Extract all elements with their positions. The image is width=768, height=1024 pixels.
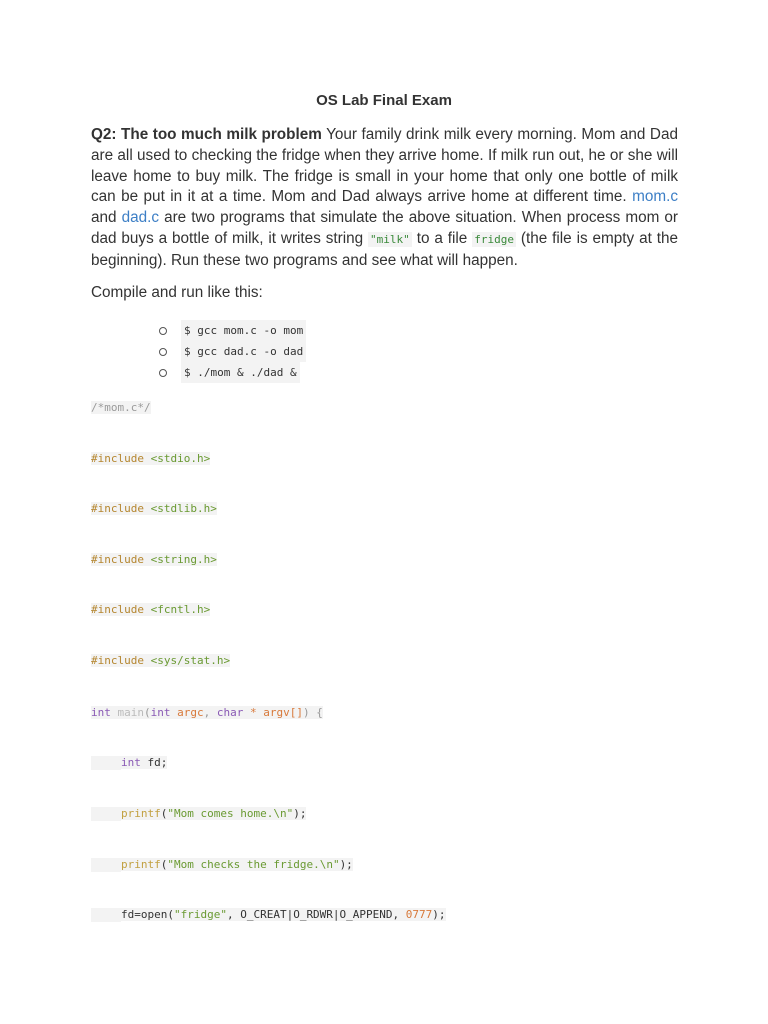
question-text-3: to a file [411, 229, 473, 247]
code-header: <fcntl.h> [143, 603, 211, 616]
link-mom-c[interactable]: mom.c [632, 188, 678, 206]
code-function-call: printf [121, 858, 161, 871]
code-decl-line [91, 756, 167, 770]
code-param: argv[] [263, 706, 303, 719]
page-title: OS Lab Final Exam [316, 92, 452, 109]
code-include-line [91, 603, 210, 617]
code-function-call: printf [121, 807, 161, 820]
command-list [158, 320, 306, 383]
code-main-signature [91, 706, 323, 720]
code-comment: /*mom.c*/ [91, 401, 151, 414]
code-plain: ); [339, 858, 353, 871]
code-plain: ); [432, 908, 446, 921]
code-printf-line [91, 807, 306, 821]
code-include-line [91, 502, 217, 516]
question-and: and [91, 209, 122, 227]
code-plain: fd=open( [121, 908, 174, 921]
code-header: <sys/stat.h> [143, 654, 231, 667]
code-header: <stdlib.h> [143, 502, 217, 515]
code-directive: #include [91, 603, 144, 616]
code-punct: { [309, 706, 323, 719]
inline-code-fridge: fridge [474, 232, 514, 246]
code-include-line [91, 654, 230, 668]
command-text: $ gcc dad.c -o dad [181, 341, 306, 362]
circle-bullet-icon [159, 348, 167, 356]
question-text-4: (the file is empty at the beginning). Run these two programs and see what will happen. [91, 229, 678, 269]
code-open-line [91, 908, 446, 922]
code-plain: fd; [140, 756, 168, 769]
code-string: "Mom checks the fridge.\n" [167, 858, 340, 871]
code-keyword: int [150, 706, 171, 719]
command-text: $ ./mom & ./dad & [181, 362, 300, 383]
code-string: "Mom comes home.\n" [167, 807, 294, 820]
code-number: 0777 [405, 908, 433, 921]
code-keyword: int [121, 756, 141, 769]
code-function-name: main [110, 706, 144, 719]
code-directive: #include [91, 654, 144, 667]
code-plain: ); [293, 807, 307, 820]
code-punct: , [203, 706, 217, 719]
code-keyword: char [216, 706, 244, 719]
command-item [158, 362, 306, 383]
question-text-1: Your family drink milk every morning. Mom and Dad are all used to checking the fridge when they arrive home. If milk run out, he or she will leave home to buy milk. The fridge is small in your home that only one bottle of milk can be put in it at a time. Mom and Dad always arrive home at different time. [91, 126, 678, 206]
link-dad-c[interactable]: dad.c [121, 209, 160, 227]
circle-bullet-icon [159, 327, 167, 335]
code-punct: * [243, 706, 264, 719]
code-printf-line [91, 858, 353, 872]
command-text: $ gcc mom.c -o mom [181, 320, 306, 341]
code-plain: ( [160, 858, 168, 871]
code-plain: ( [160, 807, 168, 820]
code-directive: #include [91, 553, 144, 566]
code-directive: #include [91, 452, 144, 465]
code-header: <stdio.h> [143, 452, 211, 465]
code-punct: ( [144, 706, 151, 719]
command-item [158, 341, 306, 362]
question-text-2: are two programs that simulate the above situation. When process mom or dad buys a bottle of milk, it writes string [91, 209, 679, 247]
code-comment-line [91, 401, 151, 415]
question-paragraph [91, 125, 678, 272]
code-punct: ) [303, 706, 310, 719]
code-param: argc [170, 706, 204, 719]
question-heading: Q2: The too much milk problem [91, 126, 322, 143]
code-header: <string.h> [143, 553, 217, 566]
command-item [158, 320, 306, 341]
compile-intro: Compile and run like this: [91, 284, 263, 301]
code-include-line [91, 553, 217, 567]
inline-code-milk: "milk" [370, 232, 410, 246]
code-string: "fridge" [173, 908, 227, 921]
code-keyword: int [91, 706, 111, 719]
code-include-line [91, 452, 210, 466]
code-plain: , O_CREAT|O_RDWR|O_APPEND, [226, 908, 406, 921]
circle-bullet-icon [159, 369, 167, 377]
code-directive: #include [91, 502, 144, 515]
